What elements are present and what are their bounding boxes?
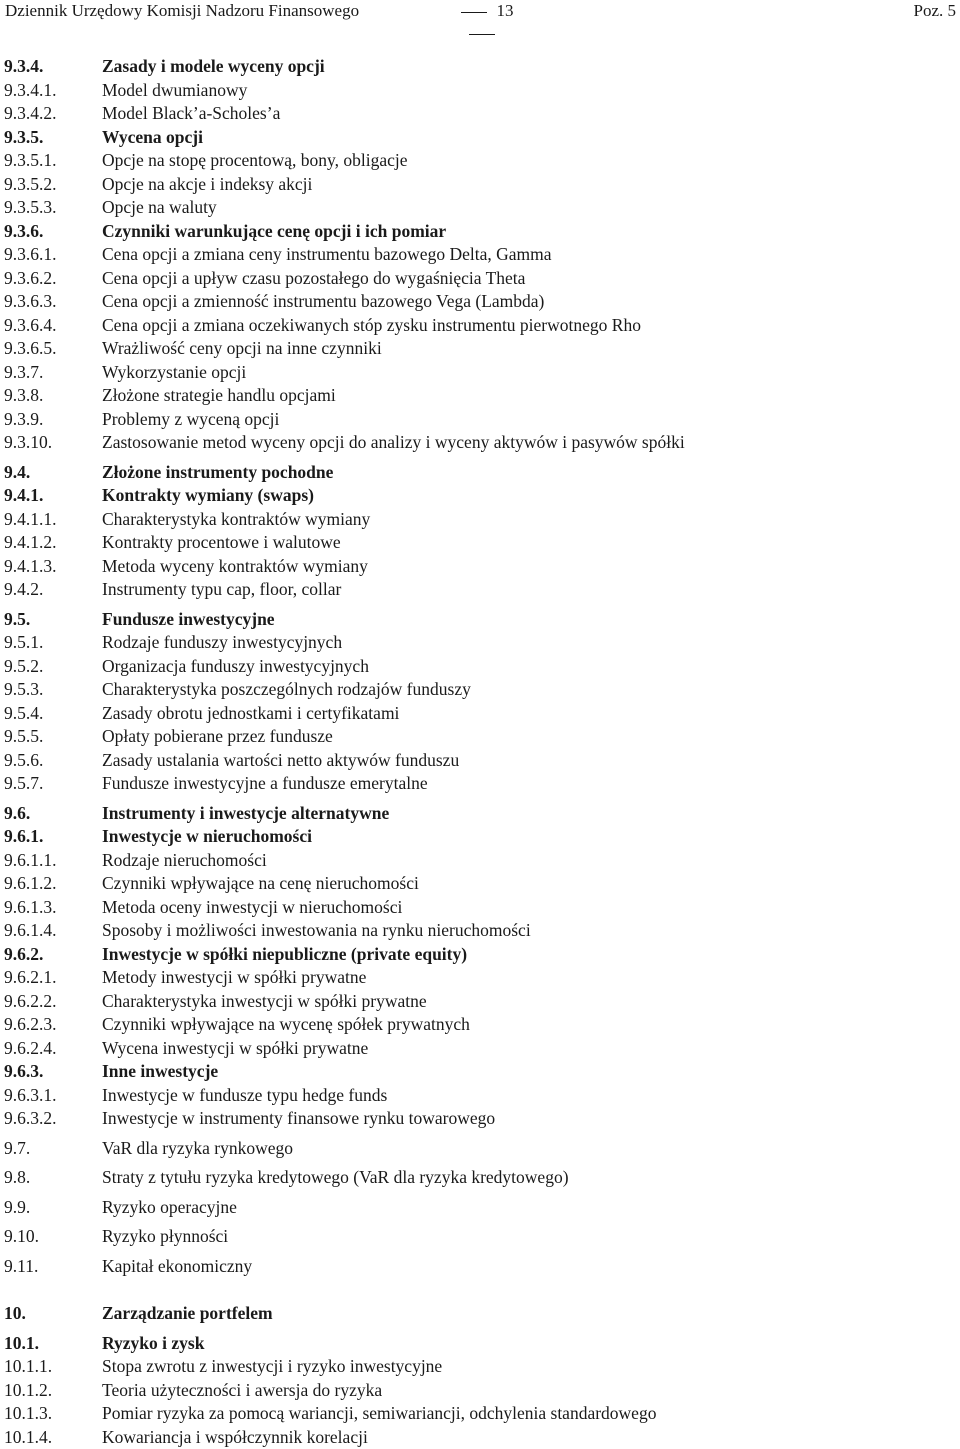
toc-entry-number: 9.6.3.: [4, 1060, 43, 1084]
toc-entry: [0, 1355, 960, 1379]
toc-entry-title: Kowariancja i współczynnik korelacji: [102, 1426, 368, 1449]
toc-entry-number: 9.5.1.: [4, 631, 43, 655]
toc-entry: [0, 461, 960, 485]
toc-entry-title: Kapitał ekonomiczny: [102, 1255, 252, 1279]
toc-entry: [0, 966, 960, 990]
toc-entry-number: 9.4.1.: [4, 484, 43, 508]
toc-entry-title: Inwestycje w instrumenty finansowe rynku towarowego: [102, 1107, 495, 1131]
toc-entry-title: Czynniki wpływające na wycenę spółek prywatnych: [102, 1013, 470, 1037]
toc-entry: [0, 290, 960, 314]
toc-entry-number: 9.8.: [4, 1166, 30, 1190]
toc-entry-number: 9.4.1.3.: [4, 555, 57, 579]
toc-entry: [0, 608, 960, 632]
toc-entry: [0, 1196, 960, 1220]
toc-entry: [0, 196, 960, 220]
toc-entry-number: 9.4.: [4, 461, 30, 485]
toc-entry-number: 9.3.8.: [4, 384, 43, 408]
toc-entry-number: 9.5.: [4, 608, 30, 632]
toc-entry-title: Stopa zwrotu z inwestycji i ryzyko inwestycyjne: [102, 1355, 442, 1379]
toc-entry-title: Fundusze inwestycyjne a fundusze emerytalne: [102, 772, 428, 796]
toc-entry-number: 9.6.1.: [4, 825, 43, 849]
toc-entry-title: Metody inwestycji w spółki prywatne: [102, 966, 366, 990]
toc-entry-number: 9.3.10.: [4, 431, 52, 455]
toc-entry: [0, 243, 960, 267]
toc-entry-title: Kontrakty wymiany (swaps): [102, 484, 314, 508]
toc-entry-number: 9.6.: [4, 802, 30, 826]
toc-entry: [0, 896, 960, 920]
toc-entry-title: Zarządzanie portfelem: [102, 1302, 273, 1326]
toc-entry: [0, 1426, 960, 1449]
toc-entry-number: 9.3.4.2.: [4, 102, 57, 126]
toc-entry-number: 9.6.3.1.: [4, 1084, 57, 1108]
toc-entry: [0, 102, 960, 126]
toc-entry-number: 9.6.1.4.: [4, 919, 57, 943]
toc-entry-title: Rodzaje nieruchomości: [102, 849, 267, 873]
toc-entry: [0, 508, 960, 532]
toc-entry-title: Złożone strategie handlu opcjami: [102, 384, 336, 408]
toc-entry-title: Pomiar ryzyka za pomocą wariancji, semiwariancji, odchylenia standardowego: [102, 1402, 656, 1426]
toc-entry-title: Cena opcji a upływ czasu pozostałego do wygaśnięcia Theta: [102, 267, 525, 291]
toc-entry-title: Złożone instrumenty pochodne: [102, 461, 333, 485]
toc-entry-title: Zasady ustalania wartości netto aktywów funduszu: [102, 749, 459, 773]
toc-entry: [0, 1013, 960, 1037]
toc-entry-number: 9.3.6.3.: [4, 290, 57, 314]
toc-entry-number: 9.6.2.3.: [4, 1013, 57, 1037]
toc-entry: [0, 1379, 960, 1403]
toc-entry-number: 9.7.: [4, 1137, 30, 1161]
toc-entry-title: Cena opcji a zmiana ceny instrumentu bazowego Delta, Gamma: [102, 243, 552, 267]
toc-entry: [0, 772, 960, 796]
toc-entry-number: 9.4.2.: [4, 578, 43, 602]
toc-entry-number: 9.3.4.: [4, 55, 43, 79]
toc-entry-number: 9.10.: [4, 1225, 39, 1249]
toc-entry-title: Czynniki wpływające na cenę nieruchomości: [102, 872, 419, 896]
toc-entry: [0, 1166, 960, 1190]
toc-entry: [0, 267, 960, 291]
toc-entry: [0, 678, 960, 702]
toc-entry: [0, 149, 960, 173]
toc-entry: [0, 919, 960, 943]
toc-entry: [0, 1037, 960, 1061]
toc-entry-title: Zastosowanie metod wyceny opcji do analizy i wyceny aktywów i pasywów spółki: [102, 431, 685, 455]
toc-entry-title: Opcje na akcje i indeksy akcji: [102, 173, 312, 197]
toc-entry-number: 9.3.5.3.: [4, 196, 57, 220]
toc-entry: [0, 725, 960, 749]
toc-entry-title: Cena opcji a zmiana oczekiwanych stóp zysku instrumentu pierwotnego Rho: [102, 314, 641, 338]
toc-entry: [0, 314, 960, 338]
toc-entry-title: Ryzyko operacyjne: [102, 1196, 237, 1220]
toc-entry-title: Wycena inwestycji w spółki prywatne: [102, 1037, 368, 1061]
toc-entry-title: Opcje na waluty: [102, 196, 217, 220]
toc-entry: [0, 384, 960, 408]
toc-entry-number: 9.5.2.: [4, 655, 43, 679]
dash-right: [469, 34, 495, 35]
toc-entry: [0, 990, 960, 1014]
toc-entry: [0, 126, 960, 150]
toc-entry-title: Straty z tytułu ryzyka kredytowego (VaR dla ryzyka kredytowego): [102, 1166, 569, 1190]
toc-entry: [0, 173, 960, 197]
toc-entry-title: Charakterystyka inwestycji w spółki prywatne: [102, 990, 427, 1014]
toc-entry: [0, 1402, 960, 1426]
toc-entry-title: Opcje na stopę procentową, bony, obligacje: [102, 149, 408, 173]
table-of-contents: [0, 55, 960, 1449]
toc-entry-title: Model Black’a-Scholes’a: [102, 102, 280, 126]
toc-entry-title: Inwestycje w nieruchomości: [102, 825, 312, 849]
toc-entry: [0, 1225, 960, 1249]
toc-entry-title: Ryzyko i zysk: [102, 1332, 204, 1356]
toc-entry-number: 9.6.3.2.: [4, 1107, 57, 1131]
toc-entry-title: Organizacja funduszy inwestycyjnych: [102, 655, 369, 679]
toc-entry: [0, 431, 960, 455]
toc-entry: [0, 943, 960, 967]
toc-entry-title: Instrumenty typu cap, floor, collar: [102, 578, 341, 602]
toc-entry: [0, 484, 960, 508]
toc-entry-number: 9.3.9.: [4, 408, 43, 432]
toc-entry-number: 9.3.5.1.: [4, 149, 57, 173]
toc-entry-number: 9.3.6.2.: [4, 267, 57, 291]
toc-entry-title: Teoria użyteczności i awersja do ryzyka: [102, 1379, 382, 1403]
toc-entry-number: 9.3.6.5.: [4, 337, 57, 361]
toc-entry-number: 9.4.1.1.: [4, 508, 57, 532]
toc-entry: [0, 749, 960, 773]
toc-entry-number: 9.6.2.1.: [4, 966, 57, 990]
toc-entry-title: Czynniki warunkujące cenę opcji i ich pomiar: [102, 220, 446, 244]
toc-entry-title: Wykorzystanie opcji: [102, 361, 246, 385]
toc-entry-title: Opłaty pobierane przez fundusze: [102, 725, 333, 749]
toc-entry-title: Rodzaje funduszy inwestycyjnych: [102, 631, 342, 655]
toc-entry-title: Sposoby i możliwości inwestowania na rynku nieruchomości: [102, 919, 531, 943]
toc-entry: [0, 825, 960, 849]
toc-entry-number: 9.6.1.1.: [4, 849, 57, 873]
toc-entry-title: Problemy z wyceną opcji: [102, 408, 279, 432]
toc-entry-title: Charakterystyka kontraktów wymiany: [102, 508, 370, 532]
toc-entry-number: 9.11.: [4, 1255, 38, 1279]
toc-entry: [0, 655, 960, 679]
toc-entry: [0, 1302, 960, 1326]
toc-entry: [0, 872, 960, 896]
toc-entry-number: 9.6.2.: [4, 943, 43, 967]
toc-entry: [0, 1060, 960, 1084]
toc-entry-title: Metoda oceny inwestycji w nieruchomości: [102, 896, 402, 920]
toc-entry-number: 9.3.5.2.: [4, 173, 57, 197]
toc-entry-title: Instrumenty i inwestycje alternatywne: [102, 802, 389, 826]
toc-entry-number: 9.3.6.4.: [4, 314, 57, 338]
toc-entry: [0, 220, 960, 244]
page-header: [0, 0, 960, 22]
toc-entry-number: 10.1.3.: [4, 1402, 52, 1426]
toc-entry-number: 9.4.1.2.: [4, 531, 57, 555]
toc-entry: [0, 849, 960, 873]
toc-entry-number: 9.5.6.: [4, 749, 43, 773]
toc-entry-title: Inwestycje w fundusze typu hedge funds: [102, 1084, 387, 1108]
toc-entry: [0, 55, 960, 79]
toc-entry-title: Kontrakty procentowe i walutowe: [102, 531, 341, 555]
toc-entry: [0, 1137, 960, 1161]
toc-entry-number: 10.1.2.: [4, 1379, 52, 1403]
toc-entry-number: 9.3.6.1.: [4, 243, 57, 267]
toc-entry-number: 10.1.: [4, 1332, 39, 1356]
toc-entry: [0, 531, 960, 555]
toc-entry-title: Ryzyko płynności: [102, 1225, 228, 1249]
toc-entry: [0, 631, 960, 655]
toc-entry-title: Wrażliwość ceny opcji na inne czynniki: [102, 337, 382, 361]
toc-entry-number: 9.6.1.3.: [4, 896, 57, 920]
toc-entry-number: 9.3.5.: [4, 126, 43, 150]
toc-entry-title: Fundusze inwestycyjne: [102, 608, 275, 632]
toc-entry-title: Cena opcji a zmienność instrumentu bazowego Vega (Lambda): [102, 290, 544, 314]
toc-entry: [0, 802, 960, 826]
journal-title: Dziennik Urzędowy Komisji Nadzoru Finansowego: [5, 0, 359, 22]
toc-entry-title: VaR dla ryzyka rynkowego: [102, 1137, 293, 1161]
toc-entry-number: 9.3.7.: [4, 361, 43, 385]
toc-entry: [0, 578, 960, 602]
toc-entry-title: Charakterystyka poszczególnych rodzajów funduszy: [102, 678, 471, 702]
toc-entry-number: 9.5.3.: [4, 678, 43, 702]
toc-entry: [0, 1107, 960, 1131]
toc-entry: [0, 1255, 960, 1279]
toc-entry-title: Inne inwestycje: [102, 1060, 218, 1084]
position-label: Poz. 5: [914, 0, 957, 22]
toc-entry-number: 9.6.1.2.: [4, 872, 57, 896]
page-number: [434, 0, 530, 44]
toc-entry: [0, 1084, 960, 1108]
toc-entry-title: Metoda wyceny kontraktów wymiany: [102, 555, 368, 579]
toc-entry-number: 9.5.7.: [4, 772, 43, 796]
toc-entry-number: 9.6.2.2.: [4, 990, 57, 1014]
toc-entry: [0, 337, 960, 361]
toc-entry-number: 9.5.4.: [4, 702, 43, 726]
dash-left: [461, 12, 487, 13]
toc-entry-number: 10.: [4, 1302, 26, 1326]
toc-entry-title: Wycena opcji: [102, 126, 203, 150]
toc-entry: [0, 702, 960, 726]
toc-entry-number: 9.3.6.: [4, 220, 43, 244]
toc-entry: [0, 408, 960, 432]
toc-entry: [0, 79, 960, 103]
toc-entry-number: 10.1.4.: [4, 1426, 52, 1449]
toc-entry: [0, 1332, 960, 1356]
page-number-value: 13: [497, 1, 514, 20]
toc-entry: [0, 361, 960, 385]
toc-entry-number: 9.3.4.1.: [4, 79, 57, 103]
toc-entry-title: Zasady i modele wyceny opcji: [102, 55, 325, 79]
toc-entry-title: Zasady obrotu jednostkami i certyfikatami: [102, 702, 399, 726]
toc-entry-number: 10.1.1.: [4, 1355, 52, 1379]
toc-entry-title: Inwestycje w spółki niepubliczne (private equity): [102, 943, 467, 967]
toc-entry: [0, 555, 960, 579]
toc-entry-number: 9.6.2.4.: [4, 1037, 57, 1061]
toc-entry-number: 9.5.5.: [4, 725, 43, 749]
toc-entry-number: 9.9.: [4, 1196, 30, 1220]
toc-entry-title: Model dwumianowy: [102, 79, 247, 103]
